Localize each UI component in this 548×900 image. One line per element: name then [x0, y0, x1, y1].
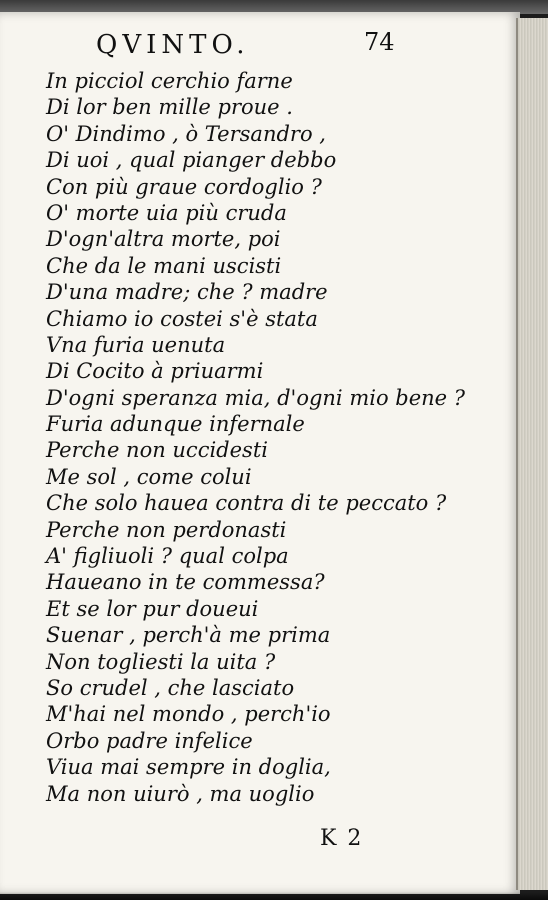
verse-line: Che da le mani uscisti — [46, 253, 282, 278]
verse-line: Con più graue cordoglio ? — [46, 174, 322, 199]
verse-line: In picciol cerchio farne — [46, 69, 293, 93]
verse-line: O' Dindimo , ò Tersandro , — [46, 121, 326, 146]
verse-line: A' figliuoli ? qual colpa — [46, 544, 289, 569]
verse-text-block — [46, 68, 466, 807]
verse-line: Perche non uccidesti — [46, 438, 268, 463]
verse-line: Et se lor pur doueui — [46, 596, 259, 621]
verse-line: D'ogni speranza mia, d'ogni mio bene ? — [46, 385, 466, 410]
verse-line: Perche non perdonasti — [46, 517, 287, 542]
verse-line: Di uoi , qual pianger debbo — [46, 148, 337, 173]
page-number: 74 — [364, 28, 395, 56]
verse-line: M'hai nel mondo , perch'io — [46, 702, 331, 727]
verse-line: O' morte uia più cruda — [46, 200, 287, 225]
verse-line: Chiamo io costei s'è stata — [46, 306, 318, 331]
verse-line: Di lor ben mille proue . — [46, 95, 293, 120]
verse-line: Haueano in te commessa? — [46, 570, 325, 595]
verse-line: Me sol , come colui — [46, 464, 252, 489]
book-page — [0, 12, 520, 894]
verse-line: Che solo hauea contra di te peccato ? — [46, 491, 447, 516]
verse-line: Furia adunque infernale — [46, 412, 305, 437]
verse-line: So crudel , che lasciato — [46, 675, 295, 700]
page-edge-stack — [516, 18, 548, 890]
verse-line: Di Cocito à priuarmi — [46, 359, 264, 384]
scan-bottom-shadow — [0, 892, 548, 900]
verse-line: Viua mai sempre in doglia, — [46, 755, 331, 780]
verse-line: Vna furia uenuta — [46, 332, 226, 357]
verse-line: D'una madre; che ? madre — [46, 280, 328, 305]
verse-line: D'ogn'altra morte, poi — [46, 227, 281, 252]
verse-line: Ma non uiurò , ma uoglio — [46, 781, 315, 806]
verse-line: Non togliesti la uita ? — [46, 649, 276, 674]
running-title: QVINTO. — [96, 30, 250, 60]
verse-line: Suenar , perch'à me prima — [46, 623, 331, 648]
signature-mark: K 2 — [320, 826, 364, 851]
verse-line: Orbo padre infelice — [46, 728, 253, 753]
